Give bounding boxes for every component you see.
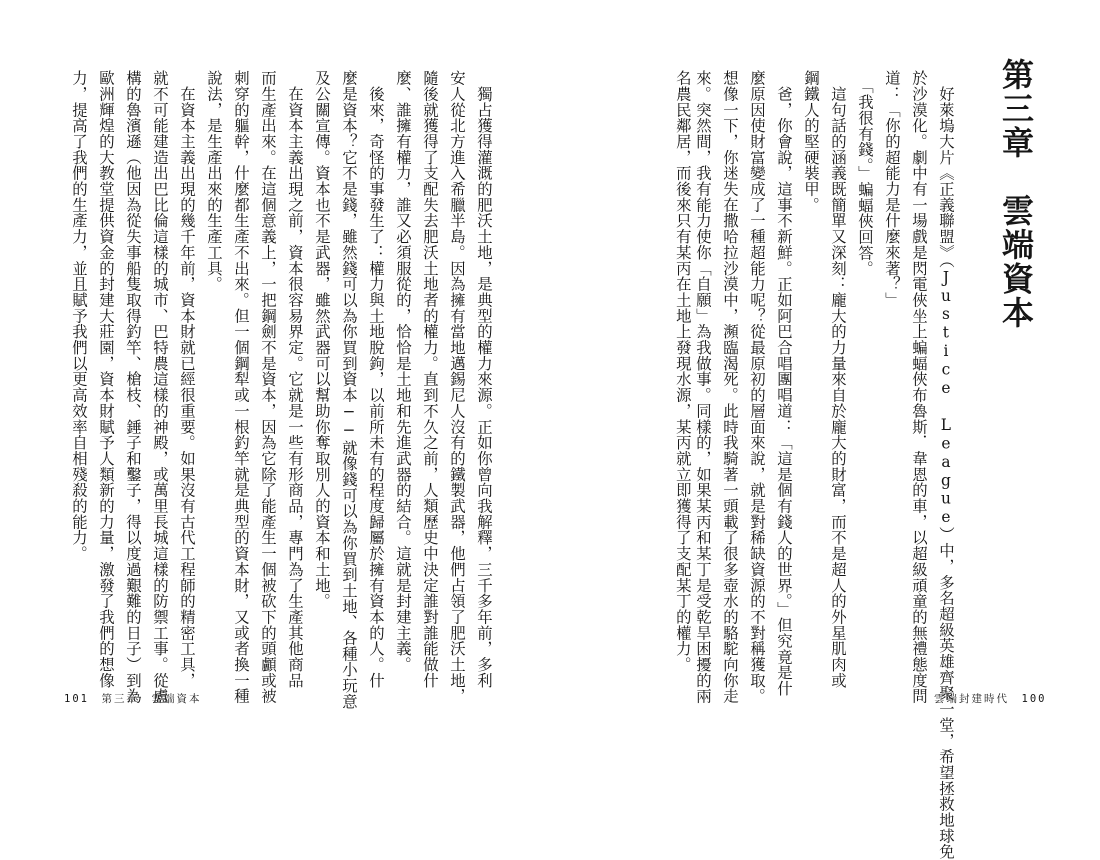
body-column: 就不可能建造出巴比倫這樣的城市、巴特農這樣的神殿，或萬里長城這樣的防禦工事。從盧 bbox=[150, 70, 169, 704]
body-column: 獨占獲得灌溉的肥沃土地，是典型的權力來源。正如你曾向我解釋，三千多年前，多利 bbox=[474, 70, 493, 689]
body-column: 隨後就獲得了支配失去肥沃土地者的權力。直到不久之前，人類歷史中決定誰對誰能做什 bbox=[420, 70, 439, 689]
body-column: 於沙漠化。劇中有一場戲是閃電俠坐上蝙蝠俠布魯斯．韋恩的車，以超級頑童的無禮態度問 bbox=[909, 70, 928, 704]
body-column: 在資本主義出現的幾千年前，資本財就已經很重要。如果沒有古代工程師的精密工具， bbox=[177, 70, 196, 689]
body-column: 說法，是生產出來的生產工具。 bbox=[204, 70, 223, 292]
body-column: 在資本主義出現之前，資本很容易界定。它就是一些有形商品，專門為了生產其他商品 bbox=[285, 70, 304, 689]
body-column: 好萊塢大片《正義聯盟》（Justice League）中，多名超級英雄齊聚一堂，希望拯救地球免 bbox=[936, 70, 955, 860]
body-column: 麼、誰擁有權力，誰又必須服從的，恰恰是土地和先進武器的結合。這就是封建主義。 bbox=[393, 70, 412, 673]
body-column: 後來，奇怪的事發生了：權力與土地脫鉤，以前所未有的程度歸屬於擁有資本的人。什 bbox=[366, 70, 385, 689]
body-column: 來。突然間，我有能力使你「自願」為我做事。同樣的，如果某丙和某丁是受乾旱困擾的兩 bbox=[693, 70, 712, 704]
body-column: 麼是資本？它不是錢，雖然錢可以為你買到資本──就像錢可以為你買到土地、各種小玩意 bbox=[339, 70, 358, 710]
body-column: 構的魯濱遜（他因為從失事船隻取得釣竿、槍枝、錘子和鑿子，得以度過艱難的日子）到為 bbox=[123, 70, 142, 704]
body-column: 歐洲輝煌的大教堂提供資金的封建大莊園，資本財賦予人類新的力量，激發了我們的想像 bbox=[96, 70, 115, 689]
body-column: 刺穿的軀幹，什麼都生產不出來。但一個鋼犁或一根釣竿就是典型的資本財，又或者換一種 bbox=[231, 70, 250, 704]
body-column: 道：「你的超能力是什麼來著？」 bbox=[882, 70, 901, 308]
body-column: 想像一下，你迷失在撒哈拉沙漠中，瀕臨渴死。此時我騎著一頭載了很多壺水的駱駝向你走 bbox=[720, 70, 739, 704]
left-page-footer: 101 第三章 雲端資本 bbox=[64, 693, 202, 705]
body-column: 及公關宣傳。資本也不是武器，雖然武器可以幫助你奪取別人的資本和土地。 bbox=[312, 70, 331, 609]
body-column: 力，提高了我們的生產力，並且賦予我們以更高效率自相殘殺的能力。 bbox=[69, 70, 88, 562]
body-column: 安人從北方進入希臘半島。因為擁有當地邁錫尼人沒有的鐵製武器，他們占領了肥沃土地， bbox=[447, 70, 466, 704]
body-column: 爸，你會說，這事不新鮮。正如阿巴合唱團唱道：「這是個有錢人的世界。」但究竟是什 bbox=[774, 70, 793, 697]
right-page-footer: 雲端封建時代 100 bbox=[934, 693, 1047, 705]
body-column: 名農民鄰居，而後來只有某丙在土地上發現水源，某丙就立即獲得了支配某丁的權力。 bbox=[673, 70, 692, 673]
body-column: 「我很有錢。」蝙蝠俠回答。 bbox=[855, 70, 874, 277]
body-column: 麼原因使財富變成了一種超能力呢？從最原初的層面來說，就是對稀缺資源的不對稱獲取。 bbox=[747, 70, 766, 704]
body-column: 而生產出來。在這個意義上，一把鋼劍不是資本，因為它除了能產生一個被砍下的頭顱或被 bbox=[258, 70, 277, 704]
body-column: 這句話的涵義既簡單又深刻：龐大的力量來自於龐大的財富，而不是超人的外星肌肉或 bbox=[828, 70, 847, 689]
chapter-title: 第三章 雲端資本 bbox=[997, 58, 1035, 330]
body-column: 鋼鐵人的堅硬裝甲。 bbox=[801, 70, 820, 213]
